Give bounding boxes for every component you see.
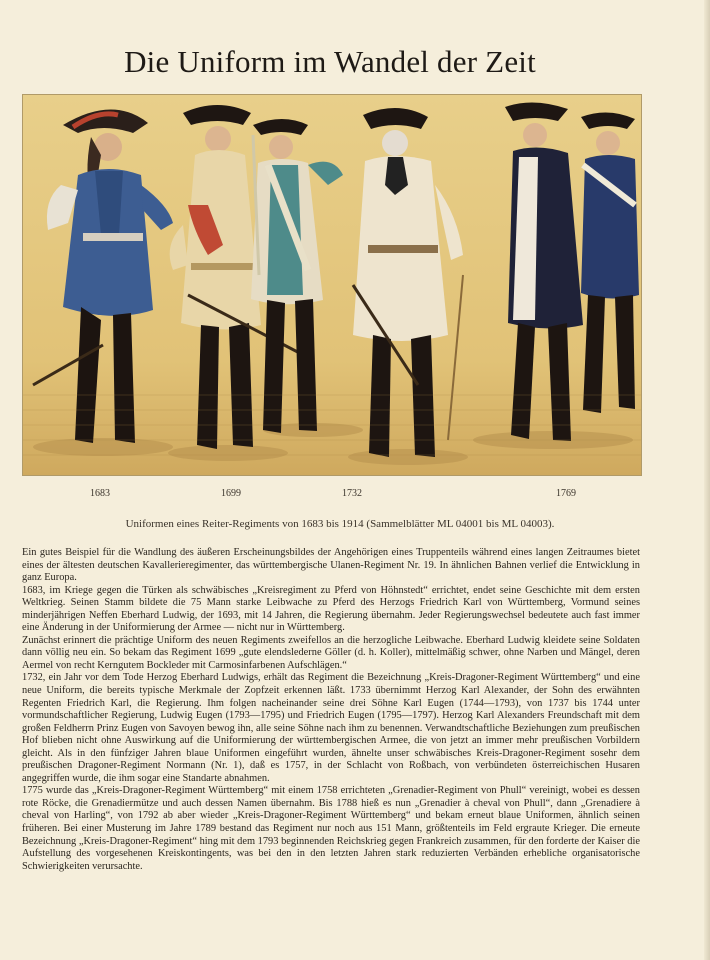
page-edge: [704, 0, 710, 960]
paragraph: 1683, im Kriege gegen die Türken als schwäbisches „Kreisregiment zu Pferd von Höhnstedt“ errichtet, endet seine Geschichte mit dem ersten Weltkrieg. Seinen Stamm bildete die 75 Mann starke Leibwache zu Pferd des Herzogs Friedrich Karl von Württemberg, Vormund seines minderjährigen Neffen Eberhard Ludwig, der 1693, mit 14 Jahren, die Regierung übernahm. Jeder Regierungswechsel bedeutete auch fast immer eine Änderung in der Uniformierung der Armee — nicht nur in Württemberg.: [22, 584, 640, 634]
paragraph: 1775 wurde das „Kreis-Dragoner-Regiment Württemberg“ mit einem 1758 errichteten „Grenadier-Regiment von Phull“ vereinigt, wobei es dessen rote Röcke, die Grenadiermütze und auch dessen Namen übernahm. Bis 1788 hieß es nun „Grenadier à cheval von Phull“, dann „Grenadiere à cheval von Harling“, von 1792 ab aber wieder „Kreis-Dragoner-Regiment Württemberg“ und bekam erneut blaue Uniformen, ähnlich seinen früheren. Bei einer Musterung im Jahre 1789 bestand das Regiment nur noch aus 151 Mann, größtenteils im Feld ergraute Krieger. Die erneute Bezeichnung „Kreis-Dragoner-Regiment“ hing mit dem 1793 beginnenden Reichskrieg gegen Frankreich zusammen, für den forderte der Kaiser die Aufstellung des vorgesehenen Kreiskontingents, was bei den in den letzten Jahren stark reduzierten Verbänden erhebliche organisatorische Schwierigkeiten verursachte.: [22, 785, 640, 872]
year-label: 1683: [90, 488, 110, 499]
year-label: 1769: [556, 488, 576, 499]
paragraph: Ein gutes Beispiel für die Wandlung des äußeren Erscheinungsbildes der Angehörigen eines Truppenteils während eines langen Zeitraumes bietet eines der ältesten deutschen Kavallerieregimenter, das württembergische Ulanen-Regiment Nr. 19. In ähnlichen Bahnen verlief die Entwicklung in ganz Europa.: [22, 547, 640, 584]
year-label: 1699: [221, 488, 241, 499]
uniform-illustration: [22, 94, 642, 476]
paragraph: Zunächst erinnert die prächtige Uniform des neuen Regiments zweifellos an die herzogliche Leibwache. Eberhard Ludwig kleidete seine Soldaten dann völlig neu ein. So bekam das Regiment 1699 „gute elendslederne Göller (d. h. Koller), mittelmäßig schwer, ohne Narben und Mängel, deren Aermel von recht Kerngutem Bockleder mit Carmosinfarbenen Aufschlägen.“: [22, 634, 640, 671]
paragraph: 1732, ein Jahr vor dem Tode Herzog Eberhard Ludwigs, erhält das Regiment die Bezeichnung „Kreis-Dragoner-Regiment Württemberg“ und eine neue Uniform, die bereits typische Merkmale der Zopfzeit erkennen läßt. 1733 übernimmt Herzog Karl Alexander, der Sohn des erwähnten Regenten Friedrich Karl, die Regierung. Ihm folgen nacheinander seine drei Söhne Karl Eugen (1744—1793), von 1737 bis 1744 unter vormundschaftlicher Regierung, Ludwig Eugen (1793—1795) und Friedrich Eugen (1795—1797). Herzog Karl Alexanders Freundschaft mit dem großen Feldherrn Prinz Eugen von Savoyen bewog ihn, alle seine Söhne nach ihm zu benennen. Verwandtschaftliche Beziehungen zum preußischen Hof blieben nicht ohne Auswirkung auf die Uniformierung der württembergischen Armee, die von jetzt an immer mehr preußischen Vorbildern gleicht. Als in den fünfziger Jahren blaue Uniformen eingeführt wurden, ähnelte unser schwäbisches Kreis-Dragoner-Regiment sosehr dem preußischen Dragoner-Regiment Normann (Nr. 1), daß es 1757, in der Schlacht von Roßbach, von verbündeten österreichischen Husaren angegriffen wurde, die ihm sogar eine Standarte abnahmen.: [22, 672, 640, 784]
body-text: [22, 547, 640, 873]
page-title: Die Uniform im Wandel der Zeit: [124, 44, 536, 79]
year-labels: [0, 488, 710, 504]
figure-caption: Uniformen eines Reiter-Regiments von 1683 bis 1914 (Sammelblätter ML 04001 bis ML 04003).: [125, 518, 555, 530]
year-label: 1732: [342, 488, 362, 499]
